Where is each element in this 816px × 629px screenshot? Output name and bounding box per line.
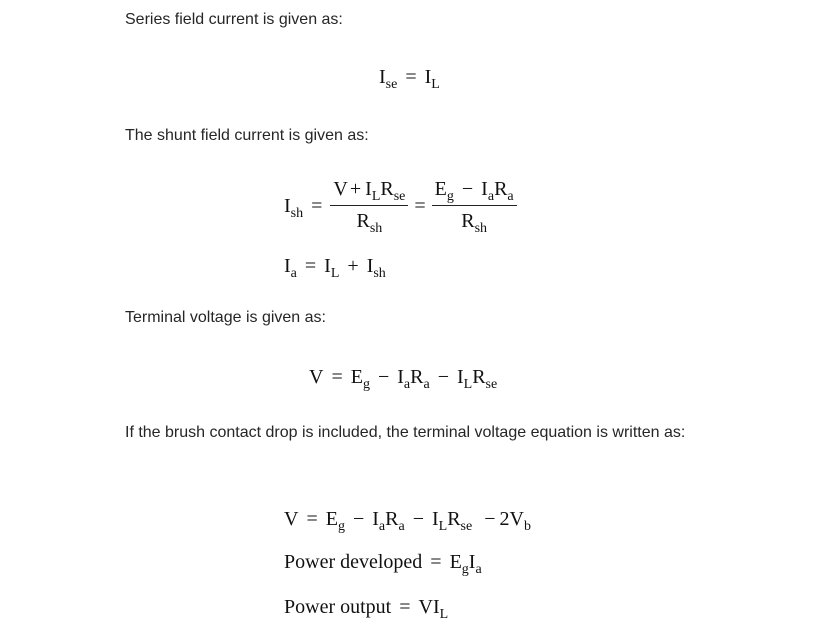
equals-sign: = [414, 195, 426, 218]
sym-i: I [424, 66, 432, 88]
fraction-denominator: $R_{sh}$ [461, 210, 488, 236]
equals-sign: = [405, 66, 417, 88]
fraction-numerator: $V + I_LR_{se}$ [330, 178, 408, 206]
terminal-voltage-equation: $V = E_g - I_aR_a - I_LR_{se}$ [309, 366, 498, 392]
series-current-equation [379, 66, 440, 92]
equals-sign: = [311, 195, 323, 218]
sym-i: I [379, 66, 386, 88]
power-developed-label: Power developed [284, 551, 423, 573]
sub-l: L [431, 77, 440, 92]
terminal-voltage-intro: Terminal voltage is given as: [125, 309, 326, 326]
sub-se: se [385, 77, 398, 92]
fraction-numerator: $E_g - I_aR_a$ [432, 178, 517, 206]
series-field-intro: Series field current is given as: [125, 11, 343, 28]
sym-i: I [284, 195, 291, 218]
power-developed-equation: Power developed = $E_gI_a$ [284, 551, 482, 577]
sub-sh: sh [290, 206, 304, 222]
fraction-denominator: $R_{sh}$ [356, 210, 383, 236]
power-output-equation: Power output = $VI_L$ [284, 596, 449, 622]
fraction-terminal-over-rsh [330, 178, 408, 236]
terminal-voltage-brush-equation: $V = E_g - I_aR_a - I_LR_{se} - 2V_b$ [284, 508, 531, 534]
brush-drop-intro: If the brush contact drop is included, the terminal voltage equation is written as: [125, 424, 686, 441]
fraction-emf-over-rsh [432, 178, 517, 236]
power-output-label: Power output [284, 596, 392, 618]
shunt-current-equation [284, 180, 517, 235]
armature-current-equation: $I_a = I_L + I_{sh}$ [284, 255, 386, 281]
shunt-field-intro: The shunt field current is given as: [125, 127, 369, 144]
